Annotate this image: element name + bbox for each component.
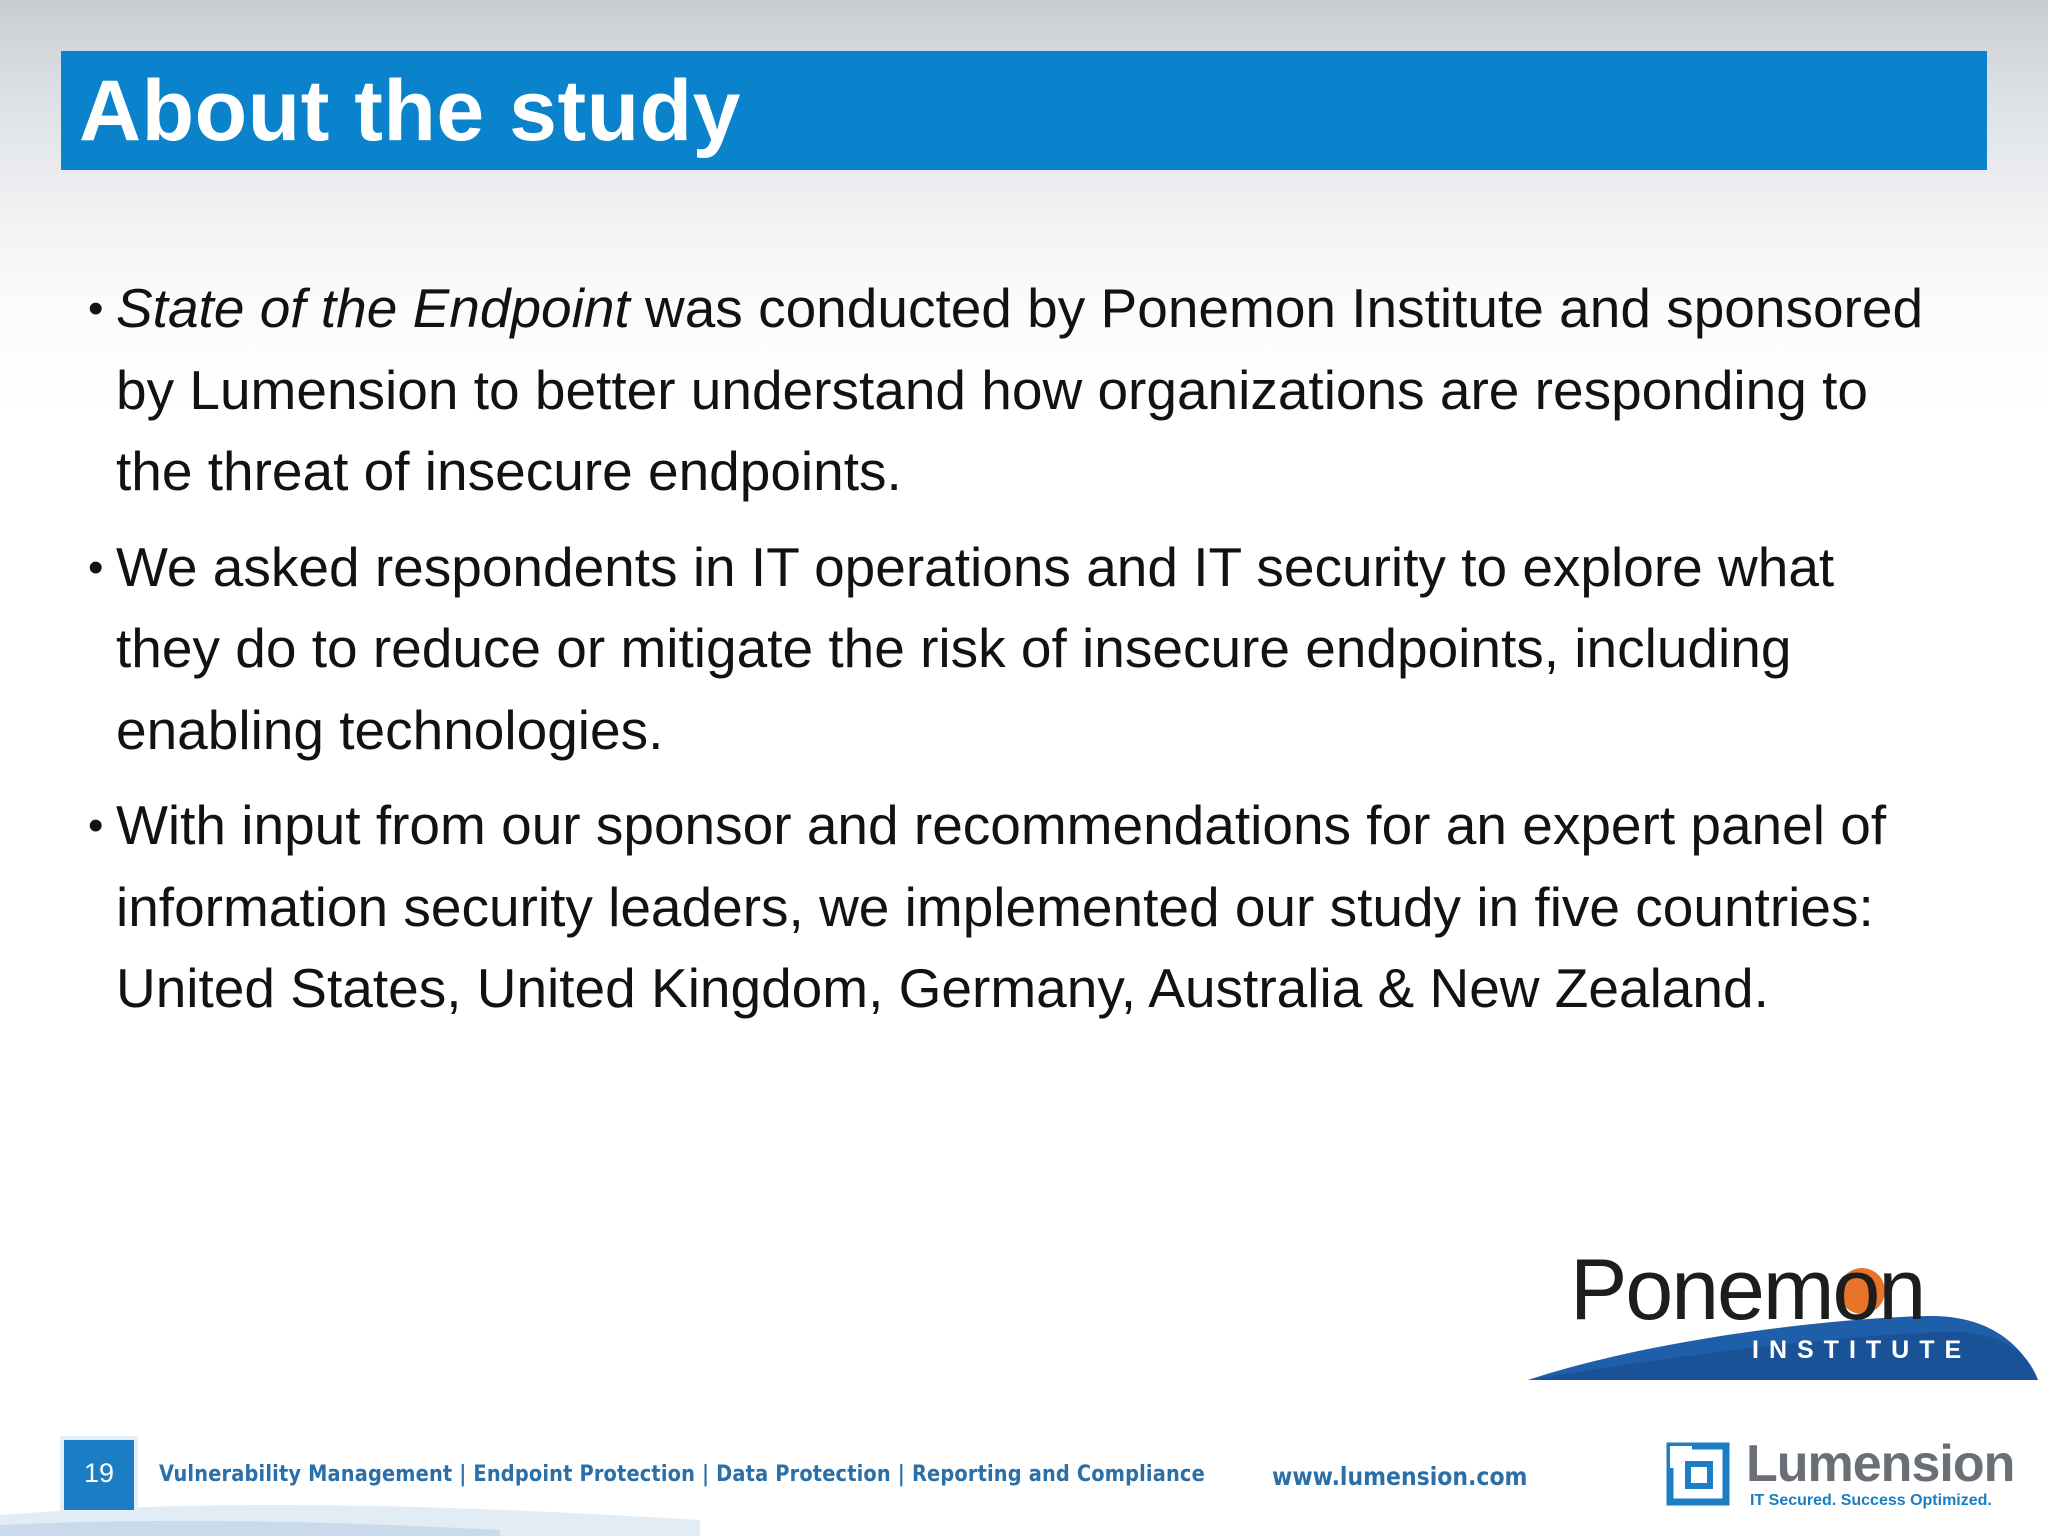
bullet-italic-lead: State of the Endpoint <box>116 277 630 339</box>
ponemon-institute-logo <box>1528 1240 2038 1380</box>
bullet-body: With input from our sponsor and recommendations for an expert panel of information security leaders, we implemented our study in five countries: United States, United Kingdom, Germany, Australia & New Zealand. <box>116 794 1887 1019</box>
bullet-marker: • <box>88 284 104 333</box>
footer-url: www.lumension.com <box>1272 1462 1528 1491</box>
page-number: 19 <box>83 1458 115 1488</box>
lumension-logo <box>1662 1435 2032 1520</box>
orange-dot-icon: o <box>1832 1242 1879 1338</box>
ponemon-subtitle: INSTITUTE <box>1752 1336 1972 1364</box>
bullet-body: We asked respondents in IT operations and IT security to explore what they do to reduce or mitigate the risk of insecure endpoints, including enabling technologies. <box>116 535 1835 761</box>
lumension-tagline: IT Secured. Success Optimized. <box>1750 1492 1992 1509</box>
slide-title: About the study <box>79 63 741 159</box>
bullet-body: was conducted by Ponemon Institute and sponsored by Lumension to better understand how organizations are responding to the threat of insecure endpoints. <box>116 277 1924 502</box>
lumension-wordmark: Lumension <box>1746 1435 2015 1493</box>
lumension-mark-icon <box>1666 1442 1730 1506</box>
bullet-marker: • <box>88 542 104 592</box>
page-number-badge <box>64 1440 134 1510</box>
bullet-list <box>88 268 1928 1044</box>
title-bar <box>61 51 1987 170</box>
bullet-item <box>88 527 1928 772</box>
bullet-marker: • <box>88 801 104 850</box>
bullet-text <box>116 277 1923 502</box>
ponemon-wordmark: Ponemon <box>1570 1242 1925 1338</box>
bullet-item <box>88 785 1928 1030</box>
bullet-item <box>88 268 1928 513</box>
bullet-text <box>116 536 1834 761</box>
bullet-text <box>116 794 1886 1019</box>
footer-tagline: Vulnerability Management | Endpoint Protection | Data Protection | Reporting and Compliance <box>159 1462 1205 1487</box>
